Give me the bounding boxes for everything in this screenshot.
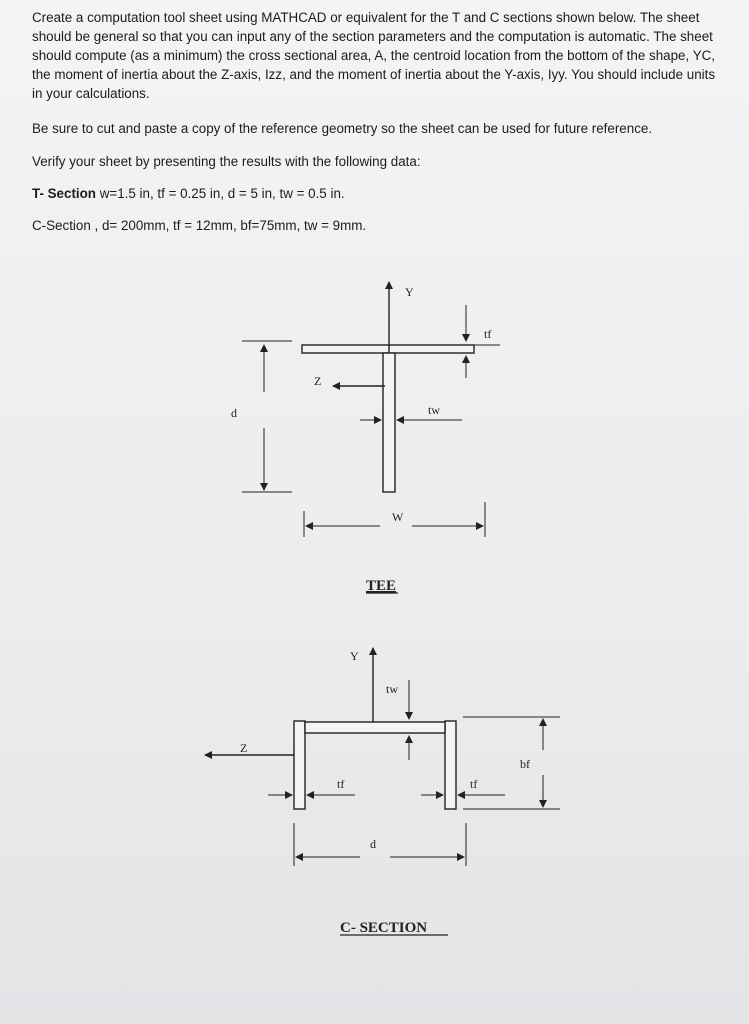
tee-title: TEE xyxy=(366,578,397,594)
tee-web xyxy=(383,353,395,492)
c-left-flange xyxy=(294,721,305,809)
reference-note: Be sure to cut and paste a copy of the reference geometry so the sheet can be used for future reference. xyxy=(32,121,653,136)
c-z-label: Z xyxy=(240,741,248,755)
tee-z-label: Z xyxy=(314,374,322,388)
tee-d-label: d xyxy=(231,406,237,420)
c-section-title: C- SECTION xyxy=(340,920,428,936)
c-section-data: C-Section , d= 200mm, tf = 12mm, bf=75mm, tw = 9mm. xyxy=(32,218,367,233)
c-right-flange xyxy=(445,721,456,809)
c-right-tf-label: tf xyxy=(470,777,478,791)
c-left-tf-label: tf xyxy=(337,777,345,791)
c-section-figure xyxy=(205,648,560,866)
verify-note: Verify your sheet by presenting the results with the following data: xyxy=(32,154,421,169)
t-section-values: w=1.5 in, tf = 0.25 in, d = 5 in, tw = 0.5 in. xyxy=(99,186,345,201)
tee-tf-label: tf xyxy=(484,327,492,341)
instruction-paragraph: Create a computation tool sheet using MATHCAD or equivalent for the T and C sections shown below. The sheet should be general so that you can input any of the section parameters and the computation is automatic. The sheet should compute (as a minimum) the cross sectional area, A, the centroid location from the bottom of the shape, YC, the moment of inertia about the Z-axis, Izz, and the moment of inertia about the Y-axis, Iyy. You should include units in your calculations. xyxy=(32,10,716,101)
tee-y-label: Y xyxy=(405,285,414,299)
tee-w-label: W xyxy=(392,510,404,524)
c-d-label: d xyxy=(370,837,376,851)
c-tw-label: tw xyxy=(386,682,398,696)
tee-tw-label: tw xyxy=(428,403,440,417)
c-web xyxy=(305,722,445,733)
c-y-label: Y xyxy=(350,649,359,663)
tee-figure xyxy=(242,282,500,537)
tee-flange xyxy=(302,345,474,353)
t-section-label: T- Section xyxy=(32,186,96,201)
c-bf-label: bf xyxy=(520,757,530,771)
